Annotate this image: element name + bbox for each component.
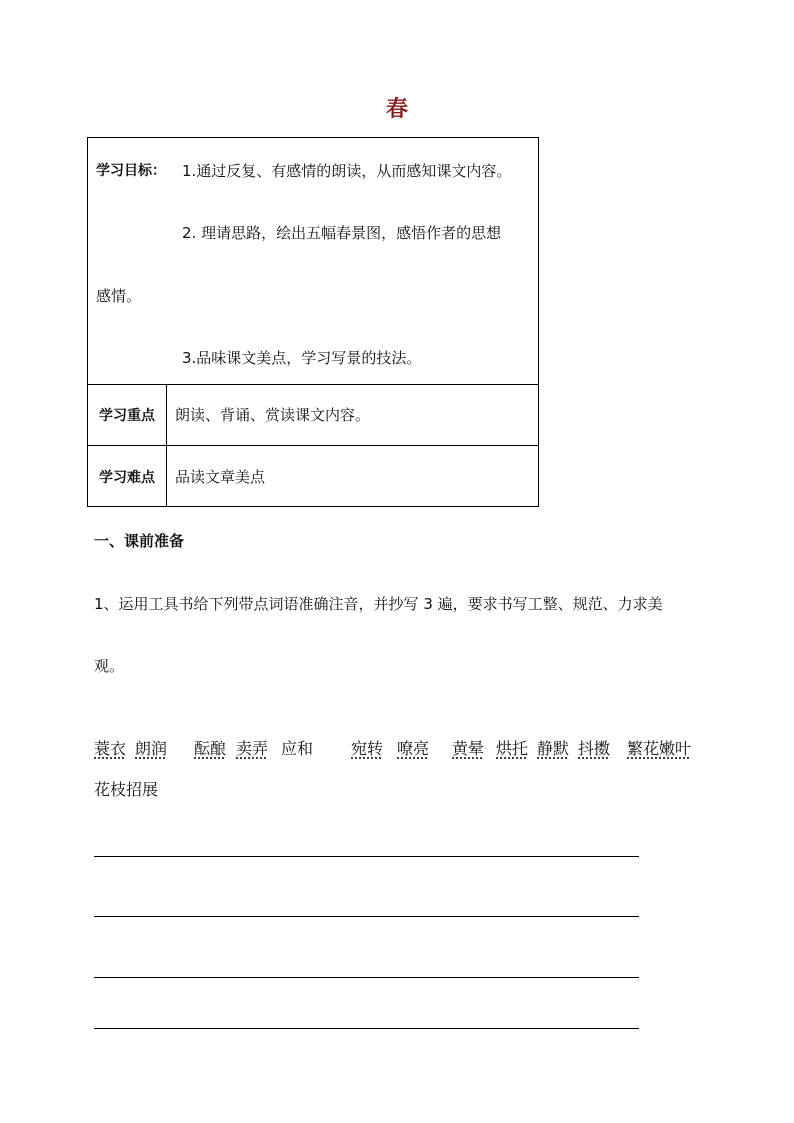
document-title: 春 xyxy=(385,96,408,122)
vocab-word-extra: 花枝招展 xyxy=(94,780,159,799)
vocab-word: 静默 xyxy=(537,739,570,758)
writing-line[interactable] xyxy=(94,977,639,978)
writing-line[interactable] xyxy=(94,856,639,857)
goals-cell xyxy=(88,138,538,385)
writing-line[interactable] xyxy=(94,916,639,917)
vocab-word: 繁花嫩叶 xyxy=(627,739,692,758)
goals-label: 学习目标： xyxy=(96,163,166,179)
goal-item-2-continued: 感情。 xyxy=(96,287,142,305)
vocab-word: 应和 xyxy=(281,739,314,758)
difficulty-label: 学习难点 xyxy=(88,446,167,507)
vocab-word: 烘托 xyxy=(496,739,529,758)
focus-value: 朗读、背诵、赏读课文内容。 xyxy=(175,406,371,424)
instruction-line-1: 1、运用工具书给下列带点词语准确注音，并抄写 3 遍，要求书写工整、规范、力求美 xyxy=(94,595,663,613)
vocab-word: 嘹亮 xyxy=(397,739,430,758)
section-heading: 一、课前准备 xyxy=(94,532,185,550)
vocab-word: 黄晕 xyxy=(452,739,485,758)
difficulty-value: 品读文章美点 xyxy=(175,468,266,486)
vocab-word: 卖弄 xyxy=(236,739,269,758)
vocab-word: 宛转 xyxy=(351,739,384,758)
goal-item-3: 3.品味课文美点，学习写景的技法。 xyxy=(182,349,422,367)
goal-item-1: 1.通过反复、有感情的朗读，从而感知课文内容。 xyxy=(182,162,512,180)
vocab-word: 蓑衣 xyxy=(94,739,127,758)
vocab-word: 抖擞 xyxy=(578,739,611,758)
difficulty-row xyxy=(88,446,538,507)
vocab-word: 酝酿 xyxy=(194,739,227,758)
learning-objectives-table xyxy=(87,137,539,507)
vocab-word: 朗润 xyxy=(135,739,168,758)
writing-line[interactable] xyxy=(94,1028,639,1029)
goal-item-2: 2. 理请思路，绘出五幅春景图，感悟作者的思想 xyxy=(182,224,502,242)
focus-label: 学习重点 xyxy=(88,384,167,445)
focus-row xyxy=(88,384,538,446)
instruction-line-2: 观。 xyxy=(94,657,125,675)
